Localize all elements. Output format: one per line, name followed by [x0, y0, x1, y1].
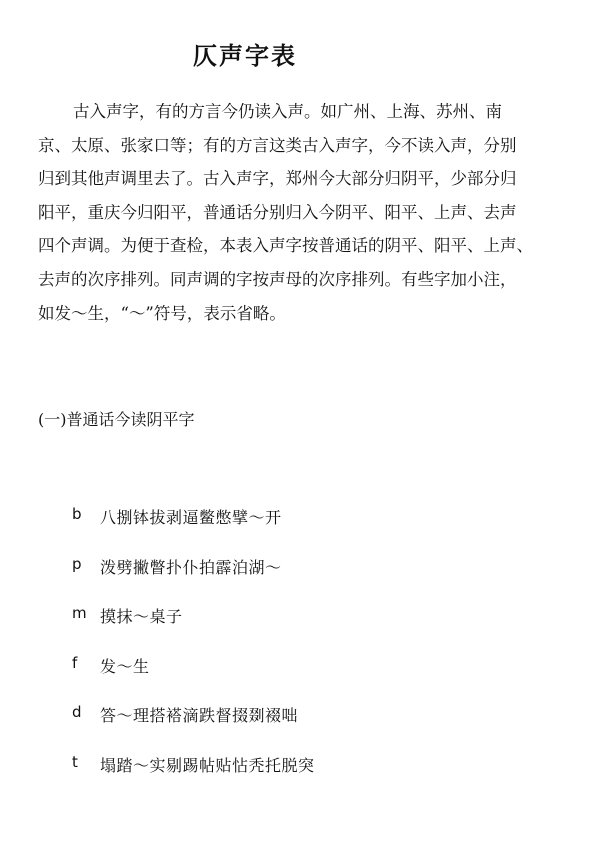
entry-initial: p	[72, 554, 82, 573]
entry-initial: d	[72, 703, 82, 721]
entry-characters: 泼劈撇瞥扑仆拍霹泊湖～	[100, 557, 282, 577]
entry-characters: 发～生	[100, 656, 150, 676]
entry-list	[72, 505, 315, 802]
entry-characters: 摸抹～桌子	[100, 607, 183, 626]
intro-line: 去声的次序排列。同声调的字按声母的次序排列。有些字加小注，	[38, 269, 517, 289]
list-item	[72, 505, 315, 555]
list-item	[72, 555, 315, 605]
intro-line: 四个声调。为便于查检，本表入声字按普通话的阴平、阳平、上声、	[38, 236, 533, 256]
list-item	[72, 604, 315, 654]
list-item	[72, 654, 315, 704]
list-item	[72, 753, 315, 803]
intro-line: 如发～生，“～”符号，表示省略。	[38, 303, 286, 323]
intro-line: 京、太原、张家口等；有的方言这类古入声字，今不读入声，分别	[38, 135, 517, 155]
entry-initial: f	[72, 653, 78, 672]
entry-characters: 八捌钵拔剥逼鳖憋擘～开	[100, 508, 282, 527]
intro-line: 阳平，重庆今归阳平，普通话分别归入今阴平、阳平、上声、去声	[38, 202, 517, 222]
intro-line: 古入声字，有的方言今仍读入声。如广州、上海、苏州、南	[73, 102, 502, 121]
page-title: 仄声字表	[193, 41, 297, 70]
list-item	[72, 703, 315, 753]
entry-initial: b	[72, 505, 82, 523]
intro-line: 归到其他声调里去了。古入声字，郑州今大部分归阴平，少部分归	[38, 169, 517, 189]
entry-characters: 答～理搭褡滴跌督掇剟裰咄	[100, 706, 299, 725]
entry-initial: m	[72, 604, 87, 622]
entry-initial: t	[72, 752, 78, 771]
entry-characters: 塌踏～实剔踢帖贴怗秃托脱突	[100, 755, 315, 775]
section-heading: (一)普通话今读阴平字	[38, 410, 195, 429]
intro-paragraph	[38, 95, 568, 330]
